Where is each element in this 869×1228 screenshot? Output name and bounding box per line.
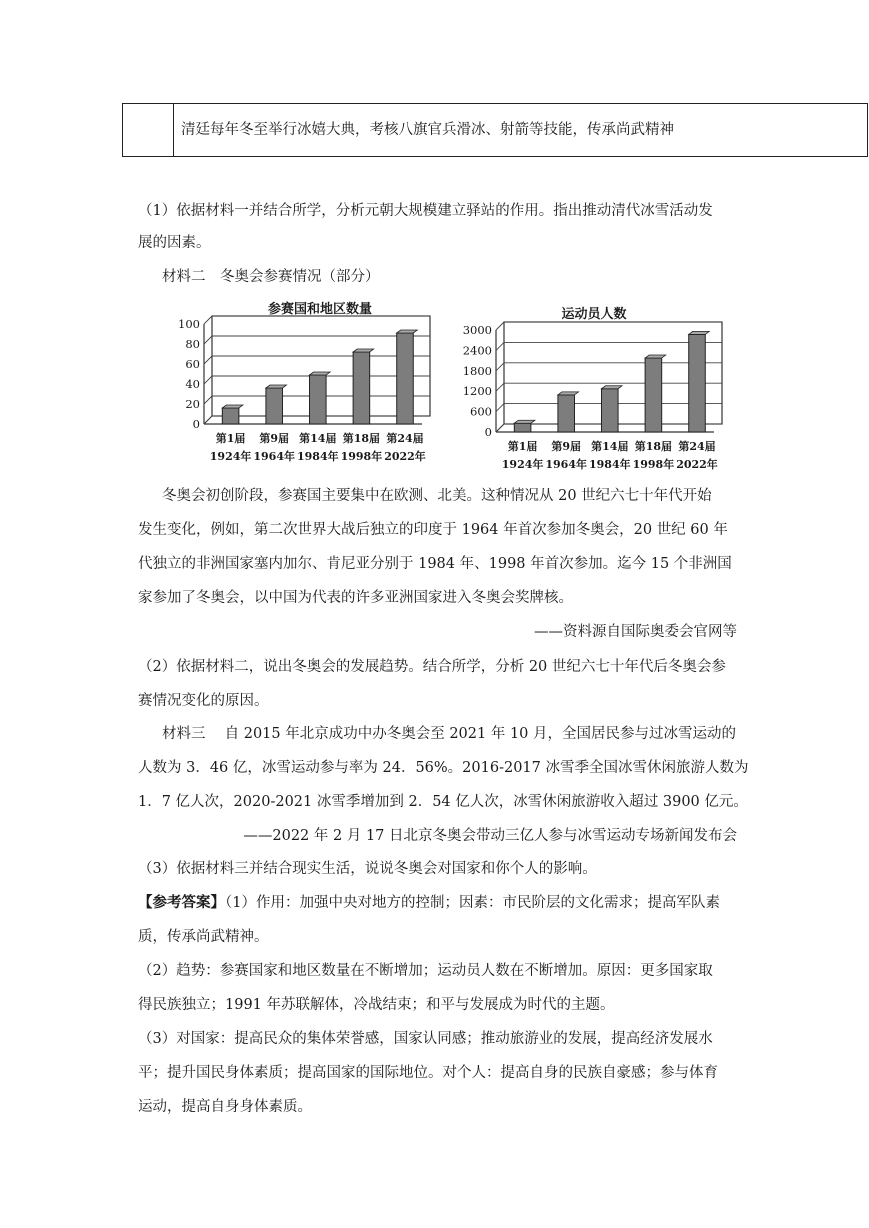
bar-top <box>222 405 243 408</box>
grid-diag <box>204 356 212 364</box>
y-tick-label: 60 <box>185 357 200 371</box>
x-tick-label: 1964年 <box>545 458 588 471</box>
x-tick-label: 1998年 <box>632 458 675 471</box>
bar-top <box>266 385 287 388</box>
bar-top <box>602 386 623 389</box>
grid-diag <box>204 396 212 404</box>
material-2-heading: 材料二 冬奥会参赛情况（部分） <box>162 269 380 285</box>
grid-diag <box>204 416 212 424</box>
question-1-line-1: （1）依据材料一并结合所学，分析元朝大规模建立驿站的作用。指出推动清代冰雪活动发 <box>138 203 713 219</box>
bar-top <box>645 355 666 358</box>
material-table <box>122 103 868 157</box>
material-2-text-line-2: 发生变化，例如，第二次世界大战后独立的印度于 1964 年首次参加冬奥会，20 世纪 60 年 <box>138 522 728 538</box>
question-2-line-1: （2）依据材料二，说出冬奥会的发展趋势。结合所学，分析 20 世纪六七十年代后冬奥会参 <box>138 659 726 675</box>
bar <box>645 358 662 432</box>
x-tick-label: 第24届 <box>678 440 716 453</box>
chart-athletes <box>463 306 722 471</box>
x-tick-label: 1984年 <box>296 450 339 463</box>
y-tick-label: 20 <box>185 397 200 411</box>
grid-diag <box>204 336 212 344</box>
x-tick-label: 第18届 <box>634 440 673 453</box>
answer-line-1 <box>138 893 738 913</box>
bar <box>558 395 575 432</box>
y-tick-label: 1800 <box>462 363 492 378</box>
material-2-text-line-4: 家参加了冬奥会，以中国为代表的许多亚洲国家进入冬奥会奖牌核。 <box>138 590 573 606</box>
material-3-line-2: 人数为 3．46 亿，冰雪运动参与率为 24．56%。2016-2017 冰雪季全国冰雪休闲旅游人数为 <box>138 760 749 776</box>
question-3-line-1: （3）依据材料三并结合现实生活，说说冬奥会对国家和你个人的影响。 <box>138 861 597 877</box>
answer-1-line-2: 质，传承尚武精神。 <box>138 929 269 945</box>
grid-diag <box>496 363 504 371</box>
y-tick-label: 1200 <box>462 384 492 399</box>
bar <box>514 423 531 432</box>
question-2-line-2: 赛情况变化的原因。 <box>138 693 269 709</box>
x-tick-label: 2022年 <box>676 458 718 471</box>
chart-participating-nations <box>178 301 430 463</box>
x-tick-label: 第14届 <box>299 432 337 445</box>
x-tick-label: 第9届 <box>551 440 582 453</box>
x-tick-label: 第1届 <box>215 432 246 445</box>
question-1-line-2: 展的因素。 <box>138 235 211 251</box>
charts <box>160 296 740 476</box>
y-tick-label: 600 <box>470 404 492 419</box>
x-tick-label: 1998年 <box>340 450 383 463</box>
grid-diag <box>496 383 504 391</box>
x-tick-label: 第9届 <box>259 432 290 445</box>
material-3-line-3: 1．7 亿人次，2020-2021 冰雪季增加到 2．54 亿人次，冰雪休闲旅游收入超过 3900 亿元。 <box>138 794 748 810</box>
bar-top <box>353 349 374 352</box>
bar <box>222 408 239 424</box>
material-2-text-line-3: 代独立的非洲国家塞内加尔、肯尼亚分别于 1984 年、1998 年首次参加。迄今 15 个非洲国 <box>138 556 732 572</box>
bar <box>602 389 619 432</box>
answer-3-line-1: （3）对国家：提高民众的集体荣誉感，国家认同感；推动旅游业的发展，提高经济发展水 <box>138 1031 713 1047</box>
x-tick-label: 第14届 <box>591 440 629 453</box>
table-divider <box>173 104 174 156</box>
bar-top <box>558 392 579 395</box>
material-3-line-1: 材料三 自 2015 年北京成功中办冬奥会至 2021 年 10 月，全国居民参与过冰雪运动的 <box>162 726 737 742</box>
answer-1-text: （1）作用：加强中央对地方的控制；因素：市民阶层的文化需求；提高军队素 <box>225 895 720 911</box>
x-tick-label: 第24届 <box>386 432 424 445</box>
grid-diag <box>204 376 212 384</box>
table-cell-text: 清廷每年冬至举行冰嬉大典，考核八旗官兵滑冰、射箭等技能，传承尚武精神 <box>181 122 674 138</box>
bar-top <box>310 372 331 375</box>
y-tick-label: 0 <box>484 425 492 439</box>
y-tick-label: 40 <box>185 377 200 391</box>
answer-3-line-2: 平；提升国民身体素质；提高国家的国际地位。对个人：提高自身的民族自豪感；参与体育 <box>138 1065 718 1081</box>
grid-diag <box>204 316 212 324</box>
x-tick-label: 2022年 <box>384 450 426 463</box>
bar <box>397 333 414 424</box>
bar <box>689 334 706 432</box>
answer-2-line-2: 得民族独立；1991 年苏联解体，冷战结束；和平与发展成为时代的主题。 <box>138 997 615 1013</box>
material-3-source: ——2022 年 2 月 17 日北京冬奥会带动三亿人参与冰雪运动专场新闻发布会 <box>243 828 737 844</box>
x-tick-label: 1924年 <box>501 458 544 471</box>
x-tick-label: 第1届 <box>507 440 538 453</box>
bar <box>353 352 370 424</box>
bar-top <box>397 330 418 333</box>
grid-diag <box>496 342 504 350</box>
grid-diag <box>496 322 504 330</box>
answer-2-line-1: （2）趋势：参赛国家和地区数量在不断增加；运动员人数在不断增加。原因：更多国家取 <box>138 963 713 979</box>
grid-diag <box>496 424 504 432</box>
y-tick-label: 100 <box>178 317 200 331</box>
answer-label: 【参考答案】 <box>138 894 225 911</box>
chart-title: 运动员人数 <box>561 307 627 322</box>
y-tick-label: 2400 <box>462 343 492 358</box>
x-tick-label: 第18届 <box>342 432 381 445</box>
y-tick-label: 3000 <box>462 323 492 337</box>
bar <box>266 388 283 424</box>
material-2-text-line-1: 冬奥会初创阶段，参赛国主要集中在欧测、北美。这种情况从 20 世纪六七十年代开始 <box>162 488 712 504</box>
y-tick-label: 80 <box>185 337 200 351</box>
y-tick-label: 0 <box>192 417 200 431</box>
x-tick-label: 1984年 <box>588 458 631 471</box>
x-tick-label: 1924年 <box>209 450 252 463</box>
bar <box>310 375 327 424</box>
material-2-source: ——资料源自国际奥委会官网等 <box>534 624 737 640</box>
chart-title: 参赛国和地区数量 <box>267 302 373 317</box>
grid-diag <box>496 404 504 412</box>
bar-top <box>689 331 710 334</box>
answer-3-line-3: 运动，提高自身身体素质。 <box>138 1099 312 1115</box>
x-tick-label: 1964年 <box>253 450 296 463</box>
bar-top <box>514 420 535 423</box>
